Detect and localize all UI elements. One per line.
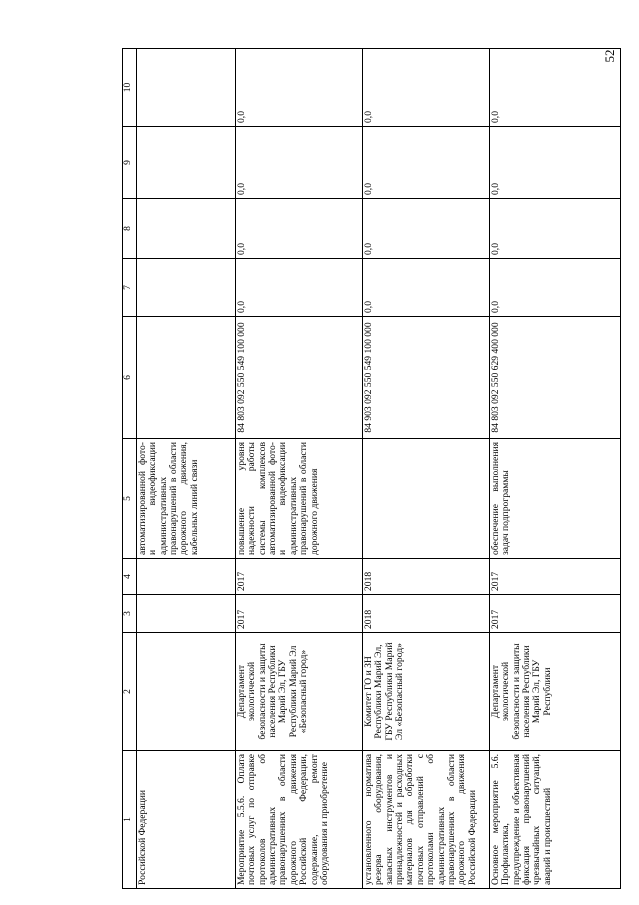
measure-cell: Российской Федерации — [137, 751, 236, 889]
header-cell: 6 — [123, 317, 137, 439]
budget-code-cell: 84 803 092 550 629 400 000 — [490, 317, 621, 439]
table-row — [363, 49, 490, 889]
header-cell: 2 — [123, 633, 137, 751]
end-year-cell: 2018 — [363, 559, 490, 595]
end-year-cell: 2017 — [490, 559, 621, 595]
value-cell: 0,0 — [236, 259, 363, 317]
value-cell — [137, 49, 236, 127]
header-cell: 5 — [123, 439, 137, 559]
header-cell: 10 — [123, 49, 137, 127]
result-cell — [363, 439, 490, 559]
header-cell: 9 — [123, 127, 137, 199]
header-cell: 7 — [123, 259, 137, 317]
end-year-cell — [137, 559, 236, 595]
end-year-cell: 2017 — [236, 559, 363, 595]
value-cell: 0,0 — [490, 259, 621, 317]
header-row — [123, 49, 137, 889]
header-cell: 1 — [123, 751, 137, 889]
start-year-cell — [137, 595, 236, 633]
executor-cell: Комитет ГО и ЗН Республики Марий Эл, ГБУ Республики Марий Эл «Безопасный город» — [363, 633, 490, 751]
value-cell: 0,0 — [363, 259, 490, 317]
header-cell: 3 — [123, 595, 137, 633]
start-year-cell: 2017 — [236, 595, 363, 633]
budget-code-cell — [137, 317, 236, 439]
executor-cell: Департамент экологической безопасности и защиты населения Республики Марий Эл, ГБУ Республики — [490, 633, 621, 751]
value-cell — [137, 199, 236, 259]
rotated-table-wrapper — [122, 49, 612, 889]
budget-code-cell: 84 903 092 550 549 100 000 — [363, 317, 490, 439]
value-cell: 0,0 — [236, 49, 363, 127]
value-cell — [137, 259, 236, 317]
value-cell: 0,0 — [236, 127, 363, 199]
header-cell: 8 — [123, 199, 137, 259]
result-cell: автоматизированной фото- и видеофиксации административных правонарушений в области дорожного движения, кабельных линий связи — [137, 439, 236, 559]
measure-cell: установленного норматива резерва оборудования, запасных инструментов и принадлежностей и расходных материалов для обработки почтовых отправлений с протоколами об административных правонарушениях в области дорожного движения Российской Федерации — [363, 751, 490, 889]
start-year-cell: 2018 — [363, 595, 490, 633]
program-table — [122, 48, 621, 889]
value-cell: 0,0 — [363, 127, 490, 199]
value-cell: 0,0 — [363, 199, 490, 259]
measure-cell: Основное мероприятие 5.6. Профилактика, предупреждение и объективная фиксация правонарушений чрезвычайных ситуаций, аварий и происшествий — [490, 751, 621, 889]
value-cell: 0,0 — [236, 199, 363, 259]
measure-cell: Мероприятие 5.5.6. Оплата почтовых услуг по отправке протоколов об административных правонарушениях в области дорожного движения Российской Федерации, содержание, ремонт оборудования и приобретение — [236, 751, 363, 889]
value-cell: 0,0 — [490, 49, 621, 127]
table-row — [236, 49, 363, 889]
budget-code-cell: 84 803 092 550 549 100 000 — [236, 317, 363, 439]
header-cell: 4 — [123, 559, 137, 595]
result-cell: обеспечение выполнения задач подпрограммы — [490, 439, 621, 559]
value-cell — [137, 127, 236, 199]
table-row — [137, 49, 236, 889]
page-number: 52 — [602, 49, 617, 63]
table-row — [490, 49, 621, 889]
value-cell: 0,0 — [490, 199, 621, 259]
value-cell: 0,0 — [363, 49, 490, 127]
executor-cell: Департамент экологической безопасности и защиты населения Республики Марий Эл, ГБУ Республики Марий Эл «Безопасный город» — [236, 633, 363, 751]
start-year-cell: 2017 — [490, 595, 621, 633]
executor-cell — [137, 633, 236, 751]
value-cell: 0,0 — [490, 127, 621, 199]
result-cell: повышение уровня надежности работы системы комплексов автоматизированной фото- и видеофиксации административных правонарушений в области дорожного движения — [236, 439, 363, 559]
